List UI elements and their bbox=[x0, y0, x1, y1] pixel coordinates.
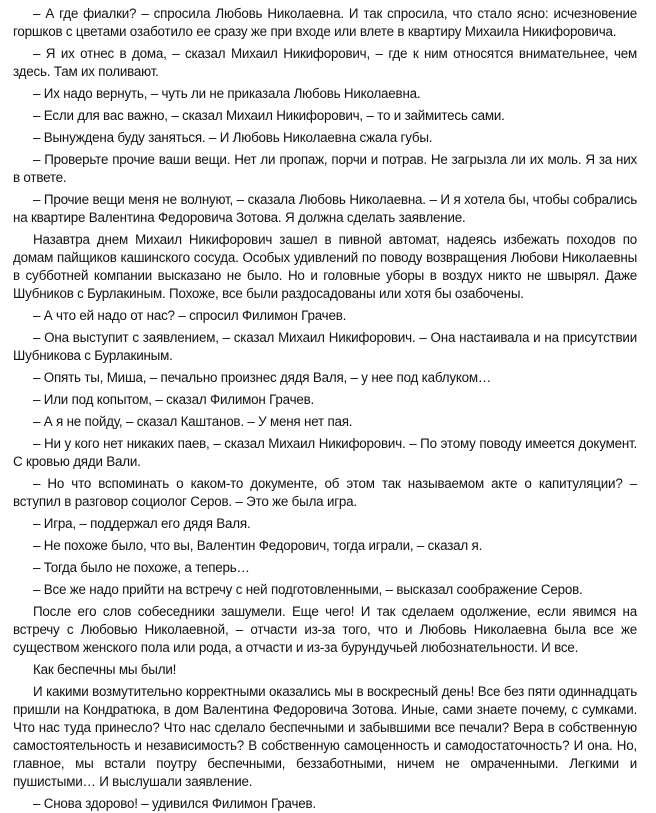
paragraph: – Если для вас важно, – сказал Михаил Никифорович, – то и займитесь сами. bbox=[33, 108, 505, 123]
paragraph: – Вынуждена буду заняться. – И Любовь Николаевна сжала губы. bbox=[33, 130, 433, 145]
paragraph: – А я не пойду, – сказал Каштанов. – У меня нет пая. bbox=[33, 414, 353, 429]
paragraph: – Их надо вернуть, – чуть ли не приказала Любовь Николаевна. bbox=[33, 86, 421, 101]
paragraph: – Ни у кого нет никаких паев, – сказал Михаил Никифорович. – По этому поводу имеется документ. С кровью дяди Вали. bbox=[13, 436, 637, 469]
paragraph: После его слов собеседники зашумели. Еще чего! И так сделаем одолжение, если явимся на встречу с Любовью Николаевной, – отчасти из-за того, что и Любовь Николаевна была все же существом женского пола или рода, а отчасти и из-за бурундучьей любознательности. И все. bbox=[13, 604, 637, 655]
paragraph: – Или под копытом, – сказал Филимон Грачев. bbox=[33, 392, 315, 407]
paragraph: И какими возмутительно корректными оказались мы в воскресный день! Все без пяти одиннадцать пришли на Кондратюка, в дом Валентина Федоровича Зотова. Иные, сами знаете почему, с сумками. Что нас туда принесло? Что нас сделало беспечными и забывшими все печали? Вера в собственную самостоятельность и независимость? В собственную самоценность и самодостаточность? И она. Но, главное, мы встали поутру беспечными, беззаботными, ничем не омраченными. Легкими и пушистыми… И выслушали заявление. bbox=[13, 684, 637, 789]
paragraph: – А где фиалки? – спросила Любовь Николаевна. И так спросила, что стало ясно: исчезновение горшков с цветами озаботило ее сразу же при входе или влете в квартиру Михаила Никифоровича. bbox=[13, 6, 637, 39]
paragraph: – Не похоже было, что вы, Валентин Федорович, тогда играли, – сказал я. bbox=[33, 538, 483, 553]
paragraph: – Снова здорово! – удивился Филимон Грачев. bbox=[33, 796, 316, 811]
paragraph: – Опять ты, Миша, – печально произнес дядя Валя, – у нее под каблуком… bbox=[33, 370, 492, 385]
paragraph: – А что ей надо от нас? – спросил Филимон Грачев. bbox=[33, 308, 347, 323]
paragraph: – Все же надо прийти на встречу с ней подготовленными, – высказал соображение Серов. bbox=[33, 582, 583, 597]
paragraph: – Я их отнес в дома, – сказал Михаил Никифорович, – где к ним относятся внимательнее, чем здесь. Там их поливают. bbox=[13, 46, 637, 79]
paragraph: Назавтра днем Михаил Никифорович зашел в пивной автомат, надеясь избежать походов по домам пайщиков кашинского сосуда. Особых удивлений по поводу возвращения Любови Николаевны в субботней компании высказано не было. Но и головные уборы в воздух никто не швырял. Даже Шубников с Бурлакиным. Похоже, все были раздосадованы или хотя бы озабочены. bbox=[13, 232, 637, 301]
paragraph: – Прочие вещи меня не волнуют, – сказала Любовь Николаевна. – И я хотела бы, чтобы собрались на квартире Валентина Федоровича Зотова. Я должна сделать заявление. bbox=[13, 192, 637, 225]
paragraph: – Тогда было не похоже, а теперь… bbox=[33, 560, 250, 575]
paragraph: Как беспечны мы были! bbox=[33, 662, 177, 677]
paragraph: – Проверьте прочие ваши вещи. Нет ли пропаж, порчи и потрав. Не загрызла ли их моль. Я за них в ответе. bbox=[13, 152, 637, 185]
paragraph: – Но что вспоминать о каком-то документе, об этом так называемом акте о капитуляции? – вступил в разговор социолог Серов. – Это же была игра. bbox=[13, 476, 637, 509]
paragraph: – Она выступит с заявлением, – сказал Михаил Никифорович. – Она настаивала и на присутствии Шубникова с Бурлакиным. bbox=[13, 330, 637, 363]
paragraph: – Игра, – поддержал его дядя Валя. bbox=[33, 516, 251, 531]
